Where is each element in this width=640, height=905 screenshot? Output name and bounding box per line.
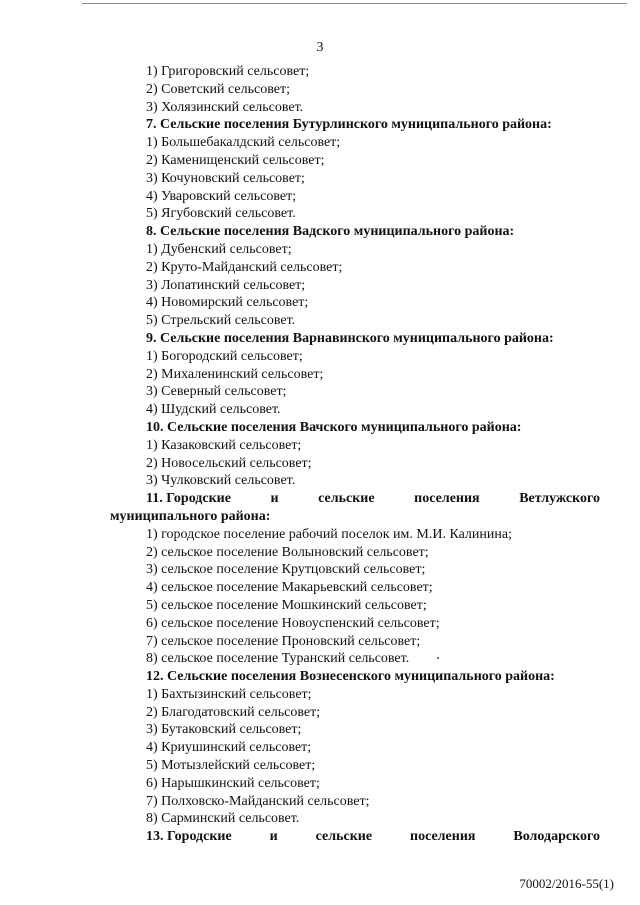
section-7	[110, 116, 600, 223]
heading-word: поселения	[414, 491, 480, 507]
list-item: 1) Бахтызинский сельсовет;	[146, 686, 312, 702]
list-item: 4) Шудский сельсовет.	[146, 402, 281, 418]
heading-word: 13. Городские	[146, 829, 232, 845]
section-13-heading-justified	[110, 828, 600, 846]
list-item: 6) Нарышкинский сельсовет;	[146, 775, 320, 791]
list-item: 2) Благодатовский сельсовет;	[146, 704, 321, 720]
scan-top-edge-line	[82, 3, 627, 4]
list-item: 1) Дубенский сельсовет;	[146, 241, 292, 257]
list-item: 6) сельское поселение Новоуспенский сельсовет;	[146, 615, 440, 631]
heading-word: и	[269, 829, 278, 845]
section-heading: 12. Сельские поселения Вознесенского муниципального района:	[146, 669, 555, 685]
heading-word: Ветлужского	[519, 491, 600, 507]
list-item: 4) Криушинский сельсовет;	[146, 740, 312, 756]
section-heading: 10. Сельские поселения Вачского муниципального района:	[146, 419, 522, 435]
page-number: 3	[316, 40, 324, 55]
section-8	[110, 223, 600, 330]
section-heading-continuation: муниципального района:	[110, 508, 271, 524]
list-item: 3) Бутаковский сельсовет;	[146, 722, 302, 738]
list-item: 4) Уваровский сельсовет;	[146, 188, 297, 204]
list-item: 2) Круто-Майданский сельсовет;	[146, 259, 343, 275]
section-11	[110, 490, 600, 668]
list-item: 7) Полховско-Майданский сельсовет;	[146, 793, 370, 809]
heading-word: Володарского	[513, 829, 600, 845]
list-item: 1) городское поселение рабочий поселок им. М.И. Калинина;	[146, 526, 512, 542]
list-item: 1) Богородский сельсовет;	[146, 348, 303, 364]
list-item: 4) сельское поселение Макарьевский сельсовет;	[146, 580, 433, 596]
section-9	[110, 330, 600, 419]
list-item: 2) Михаленинский сельсовет;	[146, 366, 324, 382]
list-item: 7) сельское поселение Проновский сельсовет;	[146, 633, 421, 649]
list-item: 8) Сарминский сельсовет.	[146, 811, 300, 827]
list-item: 5) Стрельский сельсовет.	[146, 313, 296, 329]
heading-word: сельские	[315, 829, 373, 845]
section-heading-justified	[110, 490, 600, 508]
list-item: 3) сельское поселение Крутцовский сельсовет;	[146, 562, 426, 578]
list-item: 2) Каменищенский сельсовет;	[146, 152, 325, 168]
list-item: 2) Советский сельсовет;	[146, 81, 290, 97]
list-item: 5) Ягубовский сельсовет.	[146, 206, 296, 222]
heading-word: и	[270, 491, 279, 507]
section-10	[110, 419, 600, 490]
list-item: 3) Лопатинский сельсовет;	[146, 277, 306, 293]
list-item: 1) Большебакалдский сельсовет;	[146, 135, 341, 151]
section-heading: 7. Сельские поселения Бутурлинского муниципального района:	[146, 117, 552, 133]
section-heading: 8. Сельские поселения Вадского муниципального района:	[146, 224, 515, 240]
document-body	[110, 63, 600, 846]
section-heading: 9. Сельские поселения Варнавинского муниципального района:	[146, 330, 554, 346]
list-item: 3) Кочуновский сельсовет;	[146, 170, 305, 186]
list-item: 5) сельское поселение Мошкинский сельсовет;	[146, 597, 427, 613]
section-12	[110, 668, 600, 828]
list-item: 8) сельское поселение Туранский сельсовет.	[146, 651, 410, 667]
list-item: 3) Северный сельсовет;	[146, 384, 287, 400]
list-item: 5) Мотызлейский сельсовет;	[146, 758, 316, 774]
list-item: 2) сельское поселение Волыновский сельсовет;	[146, 544, 429, 560]
scan-speck	[437, 657, 439, 659]
list-item: 4) Новомирский сельсовет;	[146, 295, 309, 311]
intro-list	[110, 63, 600, 116]
list-item: 3) Холязинский сельсовет.	[146, 99, 304, 115]
heading-word: 11. Городские	[146, 491, 231, 507]
document-code: 70002/2016-55(1)	[519, 876, 614, 891]
heading-word: сельские	[318, 491, 375, 507]
list-item: 3) Чулковский сельсовет.	[146, 473, 296, 489]
list-item: 1) Григоровский сельсовет;	[146, 64, 310, 79]
list-item: 2) Новосельский сельсовет;	[146, 455, 312, 471]
list-item: 1) Казаковский сельсовет;	[146, 437, 302, 453]
heading-word: поселения	[410, 829, 476, 845]
